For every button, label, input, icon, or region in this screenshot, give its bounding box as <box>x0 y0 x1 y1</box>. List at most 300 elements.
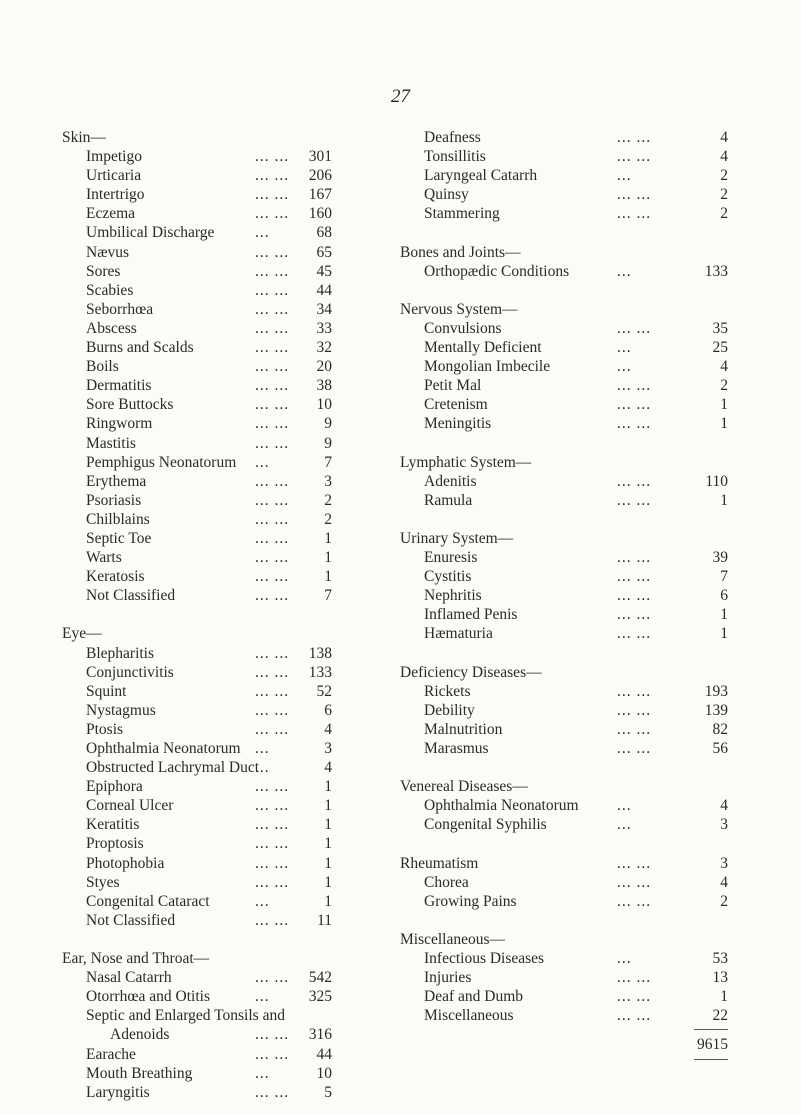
item-label: Mongolian Imbecile <box>424 358 551 376</box>
list-item <box>400 1006 728 1025</box>
leader-dots: ... ... <box>617 854 652 872</box>
item-count: 301 <box>308 148 332 166</box>
list-item <box>400 892 728 911</box>
list-item <box>62 701 370 720</box>
list-item <box>62 262 370 281</box>
item-label: Convulsions <box>424 319 502 337</box>
item-label: Marasmus <box>424 740 489 757</box>
leader-dots: ... ... <box>255 873 290 891</box>
page-number: 27 <box>391 86 410 107</box>
list-item <box>400 682 728 701</box>
leader-dots: ... ... <box>255 205 290 223</box>
section-heading-skin: Skin— <box>62 129 106 146</box>
list-item <box>62 586 370 605</box>
item-count: 9 <box>324 415 332 433</box>
item-label: Blepharitis <box>86 644 155 662</box>
item-label: Nephritis <box>424 587 482 605</box>
leader-dots: ... <box>255 988 270 1006</box>
item-label: Ramula <box>424 491 473 509</box>
leader-dots: ... ... <box>617 415 652 433</box>
item-count: 1 <box>324 835 332 853</box>
item-label: Ophthalmia Neonatorum <box>424 797 579 815</box>
leader-dots: ... ... <box>255 377 290 395</box>
leader-dots: ... ... <box>255 491 290 509</box>
item-count: 2 <box>324 510 332 528</box>
item-label: Infectious Diseases <box>424 950 545 968</box>
item-count: 138 <box>308 644 332 662</box>
list-item <box>400 949 728 968</box>
leader-dots: ... ... <box>617 892 652 910</box>
list-item <box>400 319 728 338</box>
item-count: 11 <box>317 911 332 929</box>
item-count: 110 <box>705 472 728 490</box>
item-count: 2 <box>720 377 728 395</box>
list-item <box>62 300 370 319</box>
item-count: 13 <box>712 969 728 987</box>
item-count: 33 <box>316 319 332 337</box>
list-item <box>62 319 370 338</box>
item-label: Not Classified <box>86 911 176 929</box>
section-heading-lymphatic: Lymphatic System— <box>400 453 532 471</box>
leader-dots: ... ... <box>617 568 652 586</box>
item-label: Quinsy <box>424 186 469 204</box>
list-item <box>62 281 370 300</box>
list-item <box>62 1064 370 1083</box>
leader-dots: ... <box>255 1064 270 1082</box>
item-count: 4 <box>720 358 728 376</box>
section-heading-bones: Bones and Joints— <box>400 243 521 261</box>
total-rule-top <box>400 1025 728 1035</box>
item-label: Hæmaturia <box>424 625 493 643</box>
leader-dots: ... ... <box>617 129 652 146</box>
item-count: 1 <box>324 816 332 834</box>
list-item <box>400 395 728 414</box>
item-label: Nystagmus <box>86 701 156 719</box>
leader-dots: ... ... <box>617 205 652 223</box>
list-item <box>62 147 370 166</box>
leader-dots: ... ... <box>255 319 290 337</box>
list-item <box>400 815 728 834</box>
list-item <box>400 548 728 567</box>
deficiency-list <box>400 682 728 758</box>
item-count: 325 <box>308 988 332 1006</box>
urinary-list <box>400 548 728 643</box>
item-count: 1 <box>324 797 332 815</box>
item-count: 1 <box>720 396 728 414</box>
list-item <box>400 262 728 281</box>
section-heading-ent: Ear, Nose and Throat— <box>62 950 210 968</box>
item-count: 133 <box>704 262 728 280</box>
leader-dots: ... ... <box>255 262 290 280</box>
item-label: Mentally Deficient <box>424 339 542 357</box>
list-item <box>400 491 728 510</box>
list-item <box>62 777 370 796</box>
item-count: 38 <box>316 377 332 395</box>
list-item <box>400 147 728 166</box>
item-label: Intertrigo <box>86 186 145 204</box>
item-count: 2 <box>720 205 728 223</box>
item-count: 6 <box>324 701 332 719</box>
leader-dots: ... ... <box>255 1045 290 1063</box>
list-item <box>400 739 728 758</box>
item-count: 1 <box>324 873 332 891</box>
list-item <box>62 395 370 414</box>
item-label: Nasal Catarrh <box>86 969 172 987</box>
leader-dots: ... ... <box>255 167 290 185</box>
leader-dots: ... ... <box>255 415 290 433</box>
section-heading-deficiency: Deficiency Diseases— <box>400 663 542 681</box>
leader-dots: ... ... <box>617 148 652 166</box>
list-item <box>62 834 370 853</box>
item-count: 2 <box>720 167 728 185</box>
item-label: Burns and Scalds <box>86 339 194 357</box>
item-label: Proptosis <box>86 835 144 853</box>
leader-dots: ... ... <box>255 300 290 318</box>
leader-dots: ... ... <box>617 606 652 624</box>
list-item <box>400 624 728 643</box>
list-item <box>62 873 370 892</box>
item-label: Pemphigus Neonatorum <box>86 453 237 471</box>
item-count: 3 <box>324 472 332 490</box>
item-count: 1 <box>720 415 728 433</box>
item-label: Inflamed Penis <box>424 606 518 624</box>
nervous-list <box>400 319 728 434</box>
list-item <box>62 739 370 758</box>
list-item <box>62 1025 370 1044</box>
leader-dots: ... ... <box>255 835 290 853</box>
item-label: Conjunctivitis <box>86 663 174 681</box>
item-count: 39 <box>712 549 728 567</box>
leader-dots: ... ... <box>617 701 652 719</box>
list-item <box>62 338 370 357</box>
leader-dots: ... ... <box>617 587 652 605</box>
list-item <box>400 204 728 223</box>
list-item <box>62 987 370 1006</box>
list-item <box>400 128 728 147</box>
list-item <box>62 815 370 834</box>
total-row <box>400 1035 728 1054</box>
list-item <box>62 376 370 395</box>
rheumatism-count: 3 <box>720 854 728 872</box>
item-label: Squint <box>86 682 127 700</box>
item-count: 82 <box>712 720 728 738</box>
item-count: 4 <box>720 797 728 815</box>
item-count: 44 <box>316 281 332 299</box>
item-label: Growing Pains <box>424 892 517 910</box>
item-count: 53 <box>712 950 728 968</box>
list-item <box>400 586 728 605</box>
section-heading-misc: Miscellaneous— <box>400 930 506 948</box>
item-label: Keratitis <box>86 816 140 834</box>
total-rule-bottom <box>400 1055 728 1065</box>
item-label: Umbilical Discharge <box>86 224 215 242</box>
item-label: Seborrhœa <box>86 300 154 318</box>
leader-dots: ... ... <box>255 148 290 166</box>
item-count: 542 <box>308 969 332 987</box>
item-count: 1 <box>324 549 332 567</box>
list-item <box>400 968 728 987</box>
item-count: 6 <box>720 587 728 605</box>
section-heading-nervous: Nervous System— <box>400 300 518 318</box>
item-count: 1 <box>324 568 332 586</box>
item-label: Injuries <box>424 969 472 987</box>
item-label: Cretenism <box>424 396 488 414</box>
item-label: Styes <box>86 873 120 891</box>
leader-dots: ... ... <box>617 682 652 700</box>
item-label: Tonsillitis <box>424 148 486 166</box>
right-column <box>400 128 728 1065</box>
list-item <box>62 682 370 701</box>
leader-dots: ... ... <box>255 969 290 987</box>
item-count: 2 <box>720 186 728 204</box>
item-label: Deaf and Dumb <box>424 988 523 1006</box>
misc-list <box>400 949 728 1025</box>
item-count: 44 <box>316 1045 332 1063</box>
list-item <box>62 758 370 777</box>
eye-list <box>62 644 370 930</box>
leader-dots: ... ... <box>617 988 652 1006</box>
item-count: 9 <box>324 434 332 452</box>
list-item <box>400 166 728 185</box>
item-count: 1 <box>720 988 728 1006</box>
item-count: 1 <box>324 854 332 872</box>
item-label: Sore Buttocks <box>86 396 174 414</box>
rheumatism-row <box>400 854 728 873</box>
item-count: 139 <box>704 701 728 719</box>
item-label: Cystitis <box>424 568 472 586</box>
list-item <box>62 185 370 204</box>
list-item <box>62 166 370 185</box>
item-label: Deafness <box>424 129 481 146</box>
list-item <box>62 663 370 682</box>
leader-dots: ... ... <box>255 797 290 815</box>
leader-dots: ... <box>255 740 270 757</box>
list-item <box>62 491 370 510</box>
item-label: Septic Toe <box>86 529 152 547</box>
leader-dots: ... ... <box>617 740 652 757</box>
leader-dots: ... ... <box>255 644 290 662</box>
item-count: 316 <box>308 1026 332 1044</box>
item-label: Malnutrition <box>424 720 503 738</box>
leader-dots: ... <box>617 797 632 815</box>
list-item <box>62 434 370 453</box>
item-count: 32 <box>316 339 332 357</box>
item-label: Laryngitis <box>86 1083 150 1101</box>
item-label: Orthopædic Conditions <box>424 262 570 280</box>
leader-dots: ... ... <box>617 472 652 490</box>
item-count: 160 <box>308 205 332 223</box>
leader-dots: ... ... <box>255 549 290 567</box>
list-item <box>400 567 728 586</box>
item-count: 1 <box>720 491 728 509</box>
item-count: 34 <box>316 300 332 318</box>
leader-dots: ... ... <box>255 663 290 681</box>
item-count: 4 <box>324 759 332 777</box>
leader-dots: ... ... <box>255 281 290 299</box>
item-label: Chorea <box>424 873 469 891</box>
list-item <box>62 472 370 491</box>
item-count: 4 <box>720 148 728 166</box>
item-label: Meningitis <box>424 415 492 433</box>
list-item <box>62 968 370 987</box>
item-count: 2 <box>720 892 728 910</box>
list-item <box>400 338 728 357</box>
leader-dots: ... ... <box>617 625 652 643</box>
leader-dots: ... <box>255 453 270 471</box>
leader-dots: ... ... <box>617 969 652 987</box>
item-label: Eczema <box>86 205 136 223</box>
item-label: Obstructed Lachrymal Duct <box>86 759 260 777</box>
item-count: 20 <box>316 358 332 376</box>
item-label: Sores <box>86 262 121 280</box>
leader-dots: ... ... <box>255 339 290 357</box>
leader-dots: ... <box>255 892 270 910</box>
leader-dots: ... <box>255 224 270 242</box>
item-label: Petit Mal <box>424 377 482 395</box>
leader-dots: ... <box>617 339 632 357</box>
list-item <box>400 357 728 376</box>
item-count: 65 <box>316 243 332 261</box>
item-count: 7 <box>720 568 728 586</box>
item-count: 193 <box>704 682 728 700</box>
leader-dots: ... ... <box>617 549 652 567</box>
leader-dots: ... <box>617 816 632 834</box>
item-label: Chilblains <box>86 510 150 528</box>
item-label: Nævus <box>86 243 130 261</box>
item-label: Earache <box>86 1045 136 1063</box>
list-item <box>62 567 370 586</box>
item-label: Ptosis <box>86 720 124 738</box>
item-label: Epiphora <box>86 778 143 796</box>
item-count: 35 <box>712 319 728 337</box>
item-count: 7 <box>324 587 332 605</box>
leader-dots: ... ... <box>255 358 290 376</box>
item-count: 1 <box>720 625 728 643</box>
item-count: 2 <box>324 491 332 509</box>
item-label: Impetigo <box>86 148 142 166</box>
leader-dots: ... ... <box>255 911 290 929</box>
leader-dots: ... ... <box>255 472 290 490</box>
leader-dots: ... <box>617 950 632 968</box>
item-count: 5 <box>324 1083 332 1101</box>
list-item <box>62 453 370 472</box>
item-label: Laryngeal Catarrh <box>424 167 538 185</box>
list-item <box>62 1006 370 1025</box>
item-count: 56 <box>712 740 728 757</box>
lymphatic-list <box>400 472 728 510</box>
list-item <box>62 1045 370 1064</box>
item-label: Otorrhœa and Otitis <box>86 988 210 1006</box>
item-label: Enuresis <box>424 549 478 567</box>
rheumatism-list <box>400 873 728 911</box>
item-count: 3 <box>324 740 332 757</box>
leader-dots: ... ... <box>255 396 290 414</box>
leader-dots: ... <box>617 167 632 185</box>
item-label: Stammering <box>424 205 500 223</box>
item-count: 68 <box>316 224 332 242</box>
leader-dots: ... ... <box>255 1026 290 1044</box>
list-item <box>62 720 370 739</box>
ent-continued-list <box>400 128 728 223</box>
list-item <box>400 873 728 892</box>
leader-dots: ... ... <box>255 510 290 528</box>
list-item <box>62 223 370 242</box>
list-item <box>62 892 370 911</box>
item-count: 45 <box>316 262 332 280</box>
item-count: 206 <box>308 167 332 185</box>
left-column <box>62 128 370 1102</box>
item-count: 10 <box>316 1064 332 1082</box>
list-item <box>62 796 370 815</box>
leader-dots: ... ... <box>255 682 290 700</box>
list-item <box>400 414 728 433</box>
list-item <box>62 414 370 433</box>
leader-dots: ... ... <box>255 434 290 452</box>
list-item <box>62 911 370 930</box>
leader-dots: ... ... <box>255 1083 290 1101</box>
rheumatism-label: Rheumatism <box>400 854 479 872</box>
item-count: 1 <box>324 529 332 547</box>
list-item <box>62 644 370 663</box>
leader-dots: ... ... <box>617 1007 652 1025</box>
item-count: 7 <box>324 453 332 471</box>
item-label: Mouth Breathing <box>86 1064 193 1082</box>
item-label: Erythema <box>86 472 147 490</box>
item-label: Adenoids <box>110 1026 170 1044</box>
item-label: Mastitis <box>86 434 136 452</box>
item-label: Septic and Enlarged Tonsils and <box>86 1007 285 1025</box>
item-label: Photophobia <box>86 854 165 872</box>
skin-list <box>62 147 370 605</box>
item-label: Boils <box>86 358 119 376</box>
item-count: 1 <box>324 892 332 910</box>
bones-list <box>400 262 728 281</box>
leader-dots: ... <box>255 759 270 777</box>
leader-dots: ... ... <box>617 319 652 337</box>
item-label: Adenitis <box>424 472 477 490</box>
section-heading-eye: Eye— <box>62 625 102 643</box>
item-label: Psoriasis <box>86 491 142 509</box>
list-item <box>62 510 370 529</box>
leader-dots: ... ... <box>617 720 652 738</box>
list-item <box>62 204 370 223</box>
list-item <box>62 357 370 376</box>
leader-dots: ... <box>617 358 632 376</box>
item-count: 133 <box>308 663 332 681</box>
list-item <box>400 376 728 395</box>
item-label: Congenital Syphilis <box>424 816 547 834</box>
item-label: Miscellaneous <box>424 1007 514 1025</box>
item-count: 3 <box>720 816 728 834</box>
section-heading-urinary: Urinary System— <box>400 529 514 547</box>
leader-dots: ... ... <box>255 778 290 796</box>
item-label: Ophthalmia Neonatorum <box>86 740 241 757</box>
item-count: 25 <box>712 339 728 357</box>
item-label: Not Classified <box>86 587 176 605</box>
list-item <box>62 243 370 262</box>
item-label: Debility <box>424 701 475 719</box>
leader-dots: ... ... <box>255 529 290 547</box>
item-label: Warts <box>86 549 122 567</box>
list-item <box>62 548 370 567</box>
leader-dots: ... ... <box>617 377 652 395</box>
list-item <box>400 720 728 739</box>
list-item <box>400 185 728 204</box>
list-item <box>400 472 728 491</box>
item-count: 22 <box>712 1007 728 1025</box>
list-item <box>400 987 728 1006</box>
leader-dots: ... ... <box>255 701 290 719</box>
